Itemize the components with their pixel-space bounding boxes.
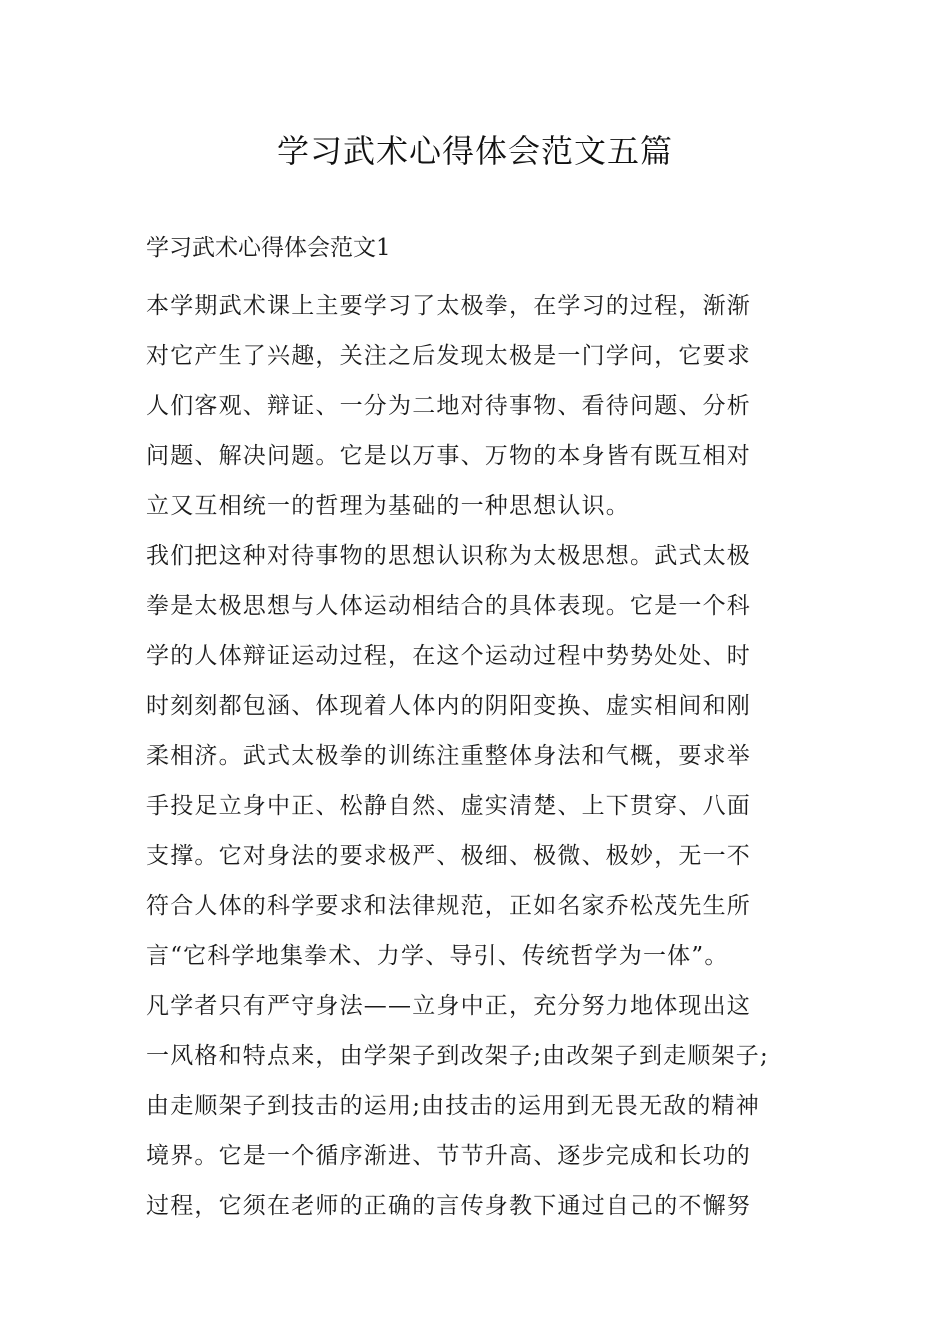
body-line: 言“它科学地集拳术、力学、导引、传统哲学为一体”。 xyxy=(146,943,729,969)
body-line: 问题、解决问题。它是以万事、万物的本身皆有既互相对 xyxy=(146,443,751,469)
body-line: 学的人体辩证运动过程，在这个运动过程中势势处处、时 xyxy=(146,643,751,669)
body-line: 柔相济。武式太极拳的训练注重整体身法和气概，要求举 xyxy=(146,743,751,769)
body-line: 境界。它是一个循序渐进、节节升高、逐步完成和长功的 xyxy=(146,1143,751,1169)
body-line: 手投足立身中正、松静自然、虚实清楚、上下贯穿、八面 xyxy=(146,793,751,819)
body-line: 过程，它须在老师的正确的言传身教下通过自己的不懈努 xyxy=(146,1193,751,1219)
body-line: 立又互相统一的哲理为基础的一种思想认识。 xyxy=(146,493,630,519)
body-line: 我们把这种对待事物的思想认识称为太极思想。武式太极 xyxy=(146,543,751,569)
body-line: 凡学者只有严守身法——立身中正，充分努力地体现出这 xyxy=(146,993,751,1019)
body-line: 拳是太极思想与人体运动相结合的具体表现。它是一个科 xyxy=(146,593,751,619)
body-line: 符合人体的科学要求和法律规范，正如名家乔松茂先生所 xyxy=(146,893,751,919)
body-line: 一风格和特点来，由学架子到改架子;由改架子到走顺架子; xyxy=(146,1043,769,1069)
body-line: 支撑。它对身法的要求极严、极细、极微、极妙，无一不 xyxy=(146,843,751,869)
document-title: 学习武术心得体会范文五篇 xyxy=(276,132,673,170)
body-line: 本学期武术课上主要学习了太极拳，在学习的过程，渐渐 xyxy=(146,293,751,319)
section-heading: 学习武术心得体会范文1 xyxy=(146,235,391,261)
body-line: 由走顺架子到技击的运用;由技击的运用到无畏无敌的精神 xyxy=(146,1093,760,1119)
body-line: 人们客观、辩证、一分为二地对待事物、看待问题、分析 xyxy=(146,393,751,419)
body-line: 时刻刻都包涵、体现着人体内的阴阳变换、虚实相间和刚 xyxy=(146,693,751,719)
body-line: 对它产生了兴趣，关注之后发现太极是一门学问，它要求 xyxy=(146,343,751,369)
